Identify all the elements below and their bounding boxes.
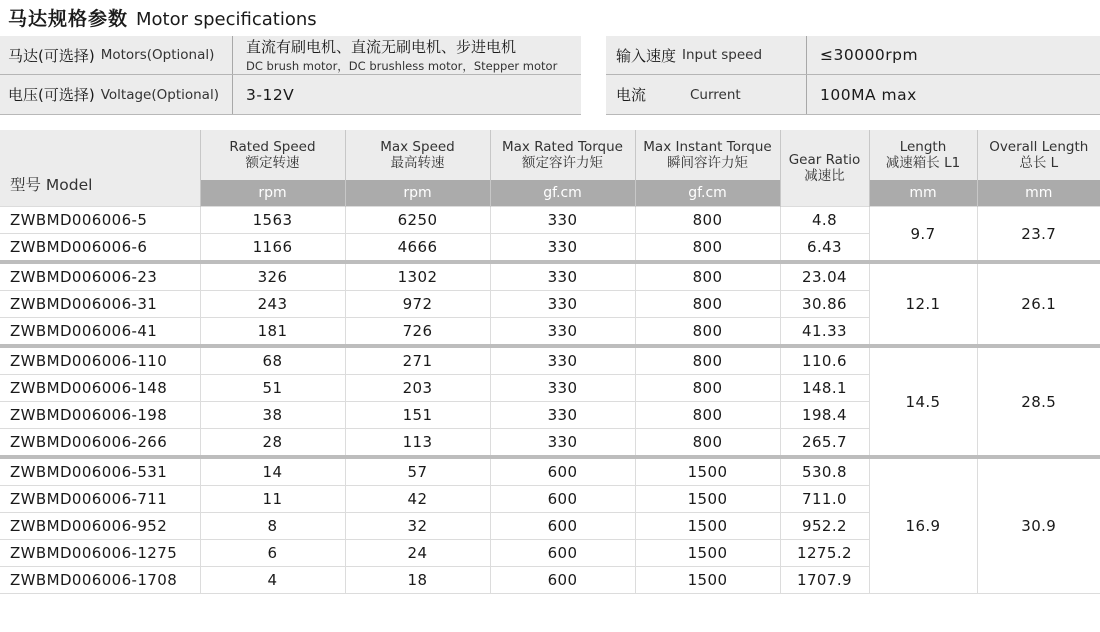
cell-max-speed: 18: [345, 567, 490, 594]
spec-motor-label: [0, 36, 232, 74]
spec-motor-value-en: DC brush motor，DC brushless motor，Stepper motor: [246, 59, 558, 73]
cell-gear-ratio: 1275.2: [780, 540, 869, 567]
cell-rated-speed: 68: [200, 346, 345, 375]
spec-voltage-value-text: 3-12V: [246, 85, 295, 104]
cell-gear-ratio: 530.8: [780, 457, 869, 486]
cell-max-speed: 6250: [345, 207, 490, 234]
header-overall-length-en: Overall Length: [989, 139, 1089, 155]
cell-gear-ratio: 30.86: [780, 291, 869, 318]
cell-max-rated-torque: 600: [490, 540, 635, 567]
cell-max-instant-torque: 1500: [635, 513, 780, 540]
header-max-speed: [345, 130, 490, 180]
cell-rated-speed: 51: [200, 375, 345, 402]
cell-overall-length: 30.9: [977, 457, 1100, 594]
cell-max-rated-torque: 330: [490, 375, 635, 402]
cell-model: ZWBMD006006-711: [0, 486, 200, 513]
header-max-speed-zh: 最高转速: [390, 155, 445, 171]
cell-length: 14.5: [869, 346, 977, 457]
cell-max-rated-torque: 330: [490, 346, 635, 375]
cell-gear-ratio: 4.8: [780, 207, 869, 234]
header-rated-speed-en: Rated Speed: [229, 139, 316, 155]
header-gear-ratio-zh: 减速比: [804, 168, 845, 184]
cell-max-rated-torque: 330: [490, 429, 635, 458]
cell-max-rated-torque: 330: [490, 318, 635, 347]
cell-max-rated-torque: 600: [490, 457, 635, 486]
unit-max-instant-torque: gf.cm: [635, 180, 780, 207]
spec-table: [0, 130, 1100, 594]
table-row: [0, 262, 1100, 291]
title-en: Motor specifications: [136, 9, 317, 30]
cell-overall-length: 28.5: [977, 346, 1100, 457]
cell-max-speed: 271: [345, 346, 490, 375]
cell-gear-ratio: 198.4: [780, 402, 869, 429]
cell-max-speed: 32: [345, 513, 490, 540]
spec-voltage-label-en: Voltage(Optional): [100, 86, 219, 103]
cell-model: ZWBMD006006-5: [0, 207, 200, 234]
cell-gear-ratio: 711.0: [780, 486, 869, 513]
spec-motor-value-zh: 直流有刷电机、直流无刷电机、步进电机: [246, 38, 517, 56]
cell-model: ZWBMD006006-266: [0, 429, 200, 458]
cell-rated-speed: 38: [200, 402, 345, 429]
cell-rated-speed: 4: [200, 567, 345, 594]
unit-rated-speed: rpm: [200, 180, 345, 207]
header-gear-ratio-en: Gear Ratio: [788, 152, 861, 168]
cell-max-instant-torque: 1500: [635, 540, 780, 567]
cell-rated-speed: 181: [200, 318, 345, 347]
cell-max-instant-torque: 800: [635, 234, 780, 263]
unit-length: mm: [869, 180, 977, 207]
spec-current-value: [806, 75, 1100, 114]
cell-rated-speed: 14: [200, 457, 345, 486]
cell-max-instant-torque: 800: [635, 375, 780, 402]
spec-input-speed-value: [806, 36, 1100, 74]
spec-input-speed-label-zh: 输入速度: [616, 46, 677, 65]
spec-voltage-label: [0, 75, 232, 114]
spec-motor-label-zh: 马达(可选择): [8, 46, 95, 65]
spec-motor-label-en: Motors(Optional): [100, 47, 215, 63]
cell-max-speed: 726: [345, 318, 490, 347]
cell-length: 9.7: [869, 207, 977, 263]
spec-current-label-zh: 电流: [616, 86, 647, 104]
cell-overall-length: 23.7: [977, 207, 1100, 263]
header-max-instant-torque: [635, 130, 780, 180]
cell-rated-speed: 11: [200, 486, 345, 513]
cell-max-speed: 4666: [345, 234, 490, 263]
spec-input-speed-label: [606, 36, 806, 74]
cell-max-speed: 113: [345, 429, 490, 458]
cell-max-rated-torque: 330: [490, 291, 635, 318]
unit-overall-length: mm: [977, 180, 1100, 207]
cell-max-instant-torque: 1500: [635, 457, 780, 486]
spec-input-speed-label-en: Input speed: [682, 47, 763, 63]
cell-length: 12.1: [869, 262, 977, 346]
cell-model: ZWBMD006006-110: [0, 346, 200, 375]
cell-gear-ratio: 23.04: [780, 262, 869, 291]
cell-length: 16.9: [869, 457, 977, 594]
header-max-instant-torque-en: Max Instant Torque: [643, 139, 772, 155]
cell-max-speed: 1302: [345, 262, 490, 291]
cell-max-instant-torque: 1500: [635, 486, 780, 513]
spec-voltage-value: [232, 75, 581, 114]
cell-max-speed: 42: [345, 486, 490, 513]
table-row: [0, 346, 1100, 375]
spec-motor-value: [232, 36, 581, 74]
spec-current-value-text: 100MA max: [820, 85, 917, 104]
cell-max-instant-torque: 800: [635, 429, 780, 458]
cell-rated-speed: 8: [200, 513, 345, 540]
cell-gear-ratio: 265.7: [780, 429, 869, 458]
header-model: 型号 Model: [0, 130, 200, 207]
cell-model: ZWBMD006006-531: [0, 457, 200, 486]
cell-rated-speed: 6: [200, 540, 345, 567]
unit-max-speed: rpm: [345, 180, 490, 207]
cell-max-instant-torque: 800: [635, 207, 780, 234]
cell-max-speed: 57: [345, 457, 490, 486]
header-overall-length-zh: 总长 L: [1019, 155, 1059, 171]
table-row: [0, 207, 1100, 234]
header-max-rated-torque-zh: 额定容许力矩: [522, 155, 603, 171]
header-rated-speed: [200, 130, 345, 180]
table-row: [0, 457, 1100, 486]
cell-max-instant-torque: 800: [635, 402, 780, 429]
cell-gear-ratio: 952.2: [780, 513, 869, 540]
page-title: [8, 4, 317, 30]
header-max-rated-torque: [490, 130, 635, 180]
cell-gear-ratio: 110.6: [780, 346, 869, 375]
spec-input-speed-value-text: ≤30000rpm: [820, 46, 919, 64]
header-length: [869, 130, 977, 180]
cell-rated-speed: 326: [200, 262, 345, 291]
cell-max-rated-torque: 330: [490, 207, 635, 234]
cell-overall-length: 26.1: [977, 262, 1100, 346]
spec-right: [606, 36, 1100, 115]
cell-rated-speed: 28: [200, 429, 345, 458]
spec-current-label-en: Current: [690, 86, 741, 103]
cell-max-instant-torque: 1500: [635, 567, 780, 594]
cell-max-rated-torque: 330: [490, 234, 635, 263]
cell-rated-speed: 1563: [200, 207, 345, 234]
header-length-zh: 减速箱长 L1: [885, 155, 961, 171]
cell-gear-ratio: 148.1: [780, 375, 869, 402]
header-max-speed-en: Max Speed: [380, 139, 455, 155]
cell-max-speed: 203: [345, 375, 490, 402]
cell-gear-ratio: 41.33: [780, 318, 869, 347]
spec-left: [0, 36, 581, 115]
cell-model: ZWBMD006006-41: [0, 318, 200, 347]
cell-max-speed: 972: [345, 291, 490, 318]
unit-max-rated-torque: gf.cm: [490, 180, 635, 207]
cell-model: ZWBMD006006-1275: [0, 540, 200, 567]
cell-model: ZWBMD006006-6: [0, 234, 200, 263]
cell-rated-speed: 1166: [200, 234, 345, 263]
cell-rated-speed: 243: [200, 291, 345, 318]
cell-max-instant-torque: 800: [635, 346, 780, 375]
header-max-instant-torque-zh: 瞬间容许力矩: [667, 155, 748, 171]
header-max-rated-torque-en: Max Rated Torque: [502, 139, 623, 155]
cell-max-speed: 151: [345, 402, 490, 429]
cell-model: ZWBMD006006-1708: [0, 567, 200, 594]
cell-max-rated-torque: 600: [490, 513, 635, 540]
cell-gear-ratio: 6.43: [780, 234, 869, 263]
table-header-row: [0, 130, 1100, 180]
cell-model: ZWBMD006006-31: [0, 291, 200, 318]
spec-voltage-label-zh: 电压(可选择): [8, 86, 95, 104]
cell-model: ZWBMD006006-952: [0, 513, 200, 540]
cell-model: ZWBMD006006-23: [0, 262, 200, 291]
cell-model: ZWBMD006006-148: [0, 375, 200, 402]
header-gear-ratio: [780, 130, 869, 207]
cell-max-speed: 24: [345, 540, 490, 567]
cell-max-instant-torque: 800: [635, 262, 780, 291]
cell-max-rated-torque: 330: [490, 262, 635, 291]
cell-max-rated-torque: 600: [490, 567, 635, 594]
cell-max-instant-torque: 800: [635, 291, 780, 318]
title-zh: 马达规格参数: [8, 8, 129, 30]
cell-max-rated-torque: 330: [490, 402, 635, 429]
header-rated-speed-zh: 额定转速: [245, 155, 300, 171]
cell-gear-ratio: 1707.9: [780, 567, 869, 594]
cell-max-instant-torque: 800: [635, 318, 780, 347]
header-overall-length: [977, 130, 1100, 180]
cell-model: ZWBMD006006-198: [0, 402, 200, 429]
cell-max-rated-torque: 600: [490, 486, 635, 513]
spec-current-label: [606, 75, 806, 114]
header-length-en: Length: [899, 139, 947, 155]
